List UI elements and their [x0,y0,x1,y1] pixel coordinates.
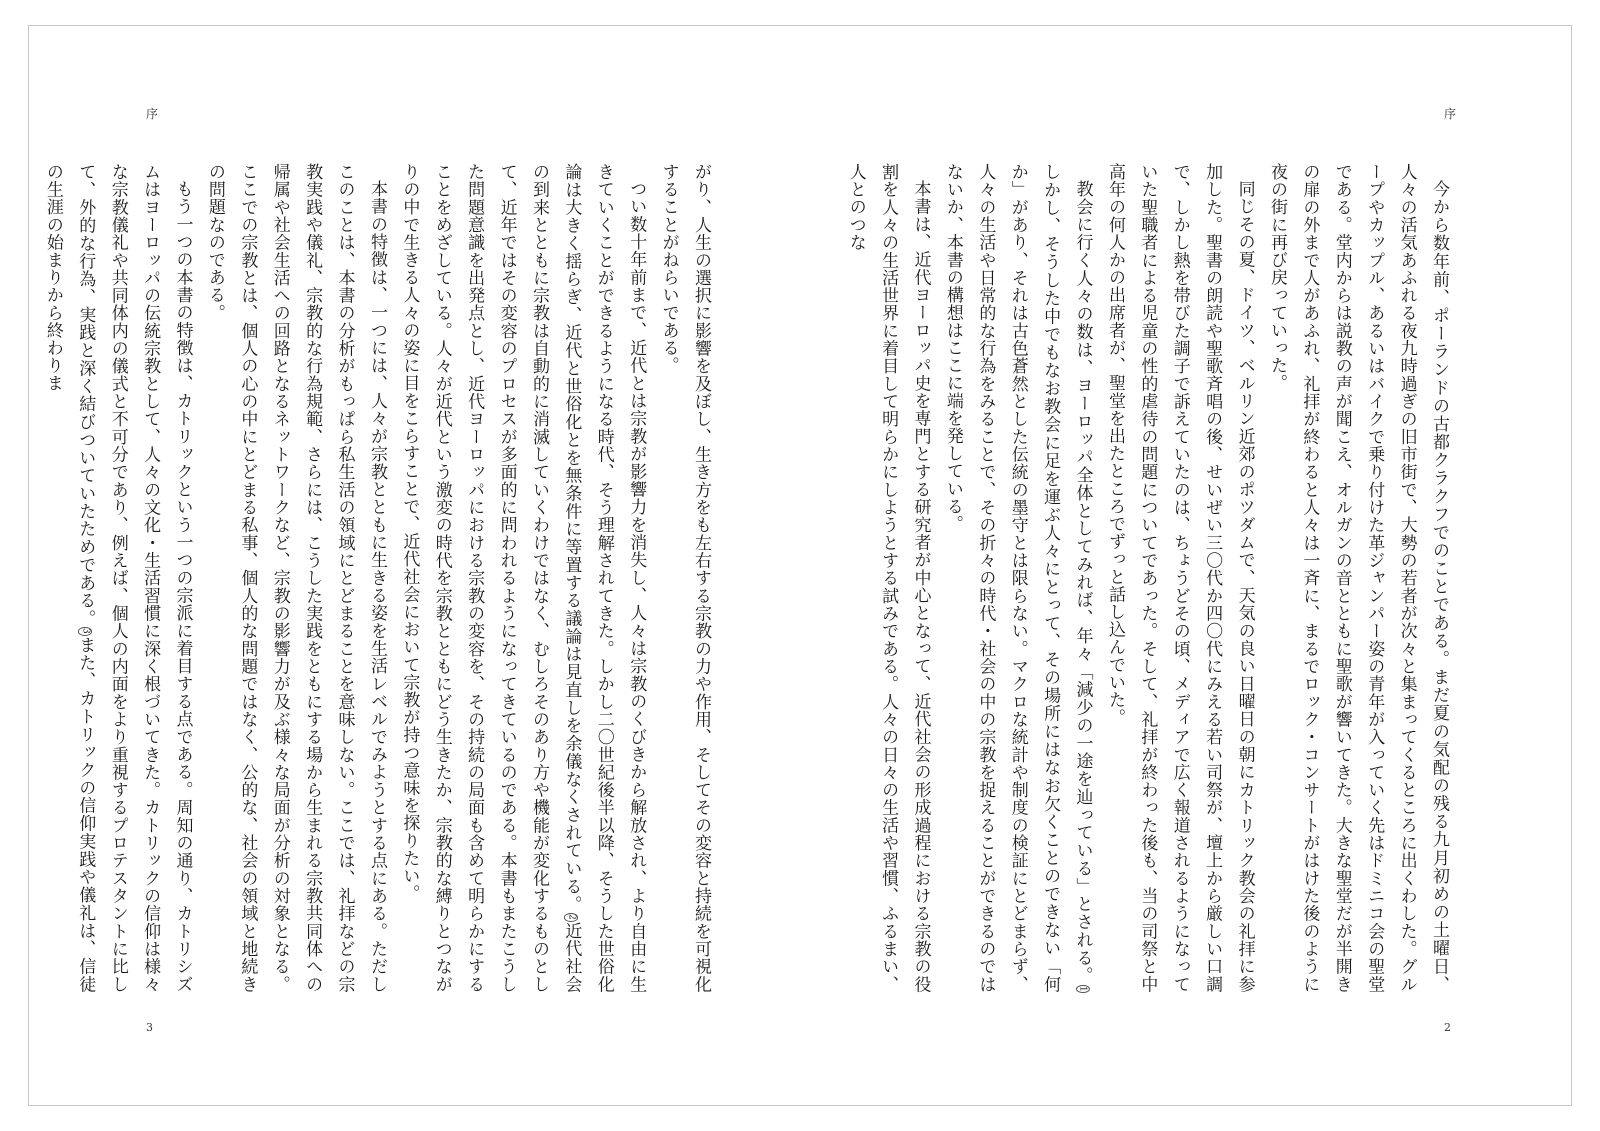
footnote-marker: 2 [566,914,577,921]
text-segment: 同じその夏、ドイツ、ベルリン近郊のポツダムで、天気の良い日曜日の朝にカトリック教会の礼拝に参加した。聖書の朗読や聖歌斉唱の後、せいぜい三〇代か四〇代にみえる若い司祭が、壇上から厳しい口調で、しかし熱を帯びた調子で訴えていたのは、ちょうどその頃、メディアで広く報道されるようになっていた聖職者による児童の性的虐待の問題についてであった。そして、礼拝が終わった後も、当の司祭と中高年の何人かの出席者が、聖堂を出たところでずっと話し込んでいた。 [1104,163,1255,993]
paragraph [652,163,717,993]
text-segment: 教会に行く人々の数は、ヨーロッパ全体としてみれば、年々「減少の一途を辿っている」とされる。 [1072,180,1093,985]
text-segment: 本書は、近代ヨーロッパ史を専門とする研究者が中心となって、近代社会の形成過程における宗教の役割を人々の生活世界に着目して明らかにしようとする試みである。人々の日々の生活や習慣、ふるまい、人とのつな [845,163,931,993]
text-segment: つい数十年前まで、近代とは宗教が影響力を消失し、人々は宗教のくびきから解放され、より自由に生きていくことができるようになる時代、そう理解されてきた。しかし二〇世紀後半以降、そうした世俗化論は大きく揺らぎ、近代と世俗化とを無条件に等置する議論は見直しを余儀なくされている。 [561,163,647,993]
running-head: 序 [1444,107,1457,121]
page-number: 3 [146,1021,153,1034]
footnote-marker: 3 [80,628,91,635]
paragraph [1099,163,1261,993]
text-segment: 近代社会の到来とともに宗教は自動的に消滅していくわけではなく、むしろそのあり方や機能が変化するものとして、近年ではその変容のプロセスが多面的に問われるようになってきているのである。本書もまたこうした問題意識を出発点とし、近代ヨーロッパにおける宗教の変容を、その持続の局面も含めて明らかにすることをめざしている。人々が近代という激変の時代を宗教とともにどう生きたか、宗教的な縛りとつながりの中で生きる人々の姿に目をこらすことで、近代社会において宗教が持つ意味を探りたい。 [399,163,582,993]
paragraph [937,163,1099,993]
paragraph [393,163,652,993]
page-number: 2 [1444,1021,1451,1034]
paragraph [839,163,936,993]
running-head: 序 [146,107,159,121]
text-segment: 今から数年前、ポーランドの古都クラクフでのことである。まだ夏の気配の残る九月初めの土曜日、人々の活気あふれる夜九時過ぎの旧市街で、大勢の若者が次々と集まってくるところに出くわした。グループやカップル、あるいはバイクで乗り付けた革ジャンパー姿の青年が入っていく先はドミニコ会の聖堂である。堂内からは説教の声が聞こえ、オルガンの音とともに聖歌が響いてきた。大きな聖堂だが半開きの扉の外まで人があふれ、礼拝が終わると人々は一斉に、まるでロック・コンサートがはけた後のように夜の街に再び戻っていった。 [1266,163,1449,993]
book-spread [28,25,1572,1106]
left-page [29,26,801,1105]
text-segment: 本書の特徴は、一つには、人々が宗教とともに生きる姿を生活レベルでみようとする点にある。ただしこのことは、本書の分析がもっぱら私生活の領域にとどまることを意味しない。ここでは、礼拝などの宗教実践や儀礼、宗教的な行為規範、さらには、こうした実践をともにする場から生まれる宗教共同体への帰属や社会生活への回路となるネットワークなど、宗教の影響力が及ぶ様々な局面が分析の対象となる。ここでの宗教とは、個人の心の中にとどまる私事、個人的な問題ではなく、公的な、社会の領域と地続きの問題なのである。 [204,163,387,993]
text-segment: がり、人生の選択に影響を及ぼし、生き方をも左右する宗教の力や作用、そしてその変容と持続を可視化することがねらいである。 [658,163,711,993]
right-page [801,26,1573,1105]
text-segment: しかし、そうした中でもなお教会に足を運ぶ人々にとって、その場所にはなお欠くことのできない「何か」があり、それは古色蒼然とした伝統の墨守とは限らない。マクロな統計や制度の検証にとどまらず、人々の生活や日常的な行為をみることで、その折々の時代・社会の中の宗教を捉えることができるのではないか、本書の構想はここに端を発している。 [942,163,1061,993]
body-text [845,163,1455,993]
paragraph [199,163,393,993]
paragraph [1261,163,1455,993]
body-text [42,163,717,993]
text-segment: また、カトリックの信仰実践や儀礼は、信徒の生涯の始まりから終わりま [42,163,96,993]
footnote-marker: 1 [1077,985,1088,992]
text-segment: もう一つの本書の特徴は、カトリックという一つの宗派に着目する点である。周知の通り、カトリシズムはヨーロッパの伝統宗教として、人々の文化・生活習慣に深く根づいてきた。カトリックの信仰は様々な宗教儀礼や共同体内の儀式と不可分であり、例えば、個人の内面をより重視するプロテスタントに比して、外的な行為、実践と深く結びついていたためである。 [75,163,193,993]
paragraph [36,163,198,993]
